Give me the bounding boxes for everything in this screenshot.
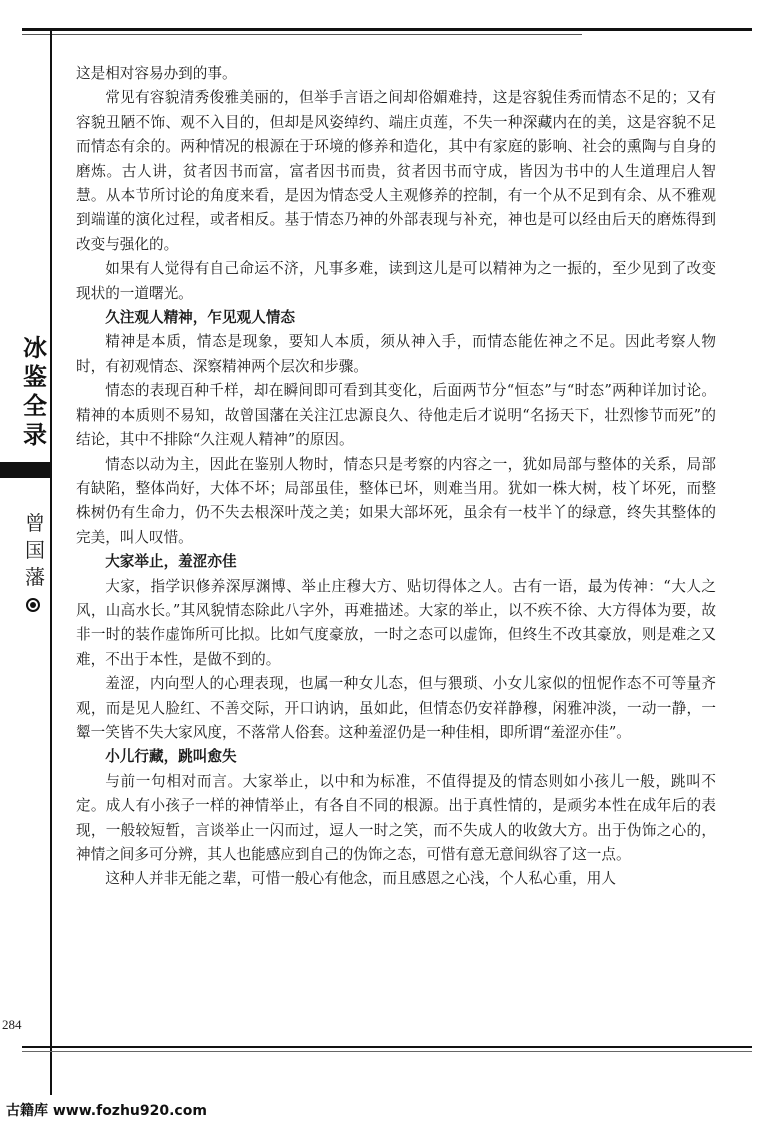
paragraph: 如果有人觉得有自己命运不济，凡事多难，读到这儿是可以精神为之一振的，至少见到了改变现状的一道曙光。: [76, 260, 716, 302]
paragraph: 情态以动为主，因此在鉴别人物时，情态只是考察的内容之一，犹如局部与整体的关系，局部有缺陷，整体尚好，大体不坏；局部虽佳，整体已坏，则难当用。犹如一株大树，枝丫坏死，而整株树仍有生命力，仍不失去根深叶茂之美；如果大部坏死，虽余有一枝半丫的绿意，终失其整体的完美，叫人叹惜。: [76, 455, 716, 546]
paragraph: 精神是本质，情态是现象，要知人本质，须从神入手，而情态能佐神之不足。因此考察人物时，有初观情态、深察精神两个层次和步骤。: [76, 333, 716, 375]
margin-rule: [50, 30, 52, 1095]
section-heading: 久注观人精神，乍见观人情态: [105, 309, 295, 327]
paragraph: 这种人并非无能之辈，可惜一般心有他念，而且感恩之心浅，个人私心重，用人: [105, 870, 616, 888]
section-heading: 小儿行藏，跳叫愈失: [105, 748, 237, 766]
book-author: 曾国藩: [25, 511, 45, 589]
bottom-rule-thin: [22, 1051, 752, 1052]
section-heading: 大家举止，羞涩亦佳: [105, 553, 237, 571]
site-watermark: 古籍库 www.fozhu920.com: [6, 1103, 207, 1119]
paragraph: 常见有容貌清秀俊雅美丽的，但举手言语之间却俗媚难持，这是容貌佳秀而情态不足的；又有容貌丑陋不饰、观不入目的，但却是风姿绰约、端庄贞莲，不失一种深藏内在的美，这是容貌不足而情态有余的。两种情况的根源在于环境的修养和造化，其中有家庭的影响、社会的熏陶与自身的磨炼。古人讲，贫者因书而富，富者因书而贵，贫者因书而守成，皆因为书中的人生道理启人智慧。从本节所讨论的角度来看，是因为情态受人主观修养的控制，有一个从不足到有余、从不雅观到端谨的演化过程，或者相反。基于情态乃神的外部表现与补充，神也是可以经由后天的磨炼得到改变与强化的。: [76, 89, 716, 253]
top-rule: [22, 28, 752, 31]
paragraph: 羞涩，内向型人的心理表现，也属一种女儿态，但与猥琐、小女儿家似的忸怩作态不可等量齐观，而是见人脸红、不善交际，开口讷讷，虽如此，但情态仍安祥静穆，闲雅冲淡，一动一静，一颦一笑皆不失大家风度，不落常人俗套。这种羞涩仍是一种佳相，即所谓“羞涩亦佳”。: [76, 675, 716, 741]
page-body: [76, 62, 716, 892]
paragraph: 这是相对容易办到的事。: [76, 65, 237, 82]
paragraph: 大家，指学识修养深厚渊博、举止庄穆大方、贴切得体之人。古有一语，最为传神：“大人之风，山高水长。”其风貌情态除此八字外，再难描述。大家的举止，以不疾不徐、大方得体为要，故非一时的装作虚饰所可比拟。比如气度豪放，一时之态可以虚饰，但终生不改其豪放，则是难之又难，不出于本性，是做不到的。: [76, 577, 716, 668]
bottom-rule: [22, 1046, 752, 1048]
paragraph: 情态的表现百种千样，却在瞬间即可看到其变化，后面两节分“恒态”与“时态”两种详加讨论。精神的本质则不易知，故曾国藩在关注江忠源良久、待他走后才说明“名扬天下，壮烈惨节而死”的结论，其中不排除“久注观人精神”的原因。: [76, 382, 716, 449]
paragraph: 与前一句相对而言。大家举止，以中和为标准，不值得提及的情态则如小孩儿一般，跳叫不定。成人有小孩子一样的神情举止，有各自不同的根源。出于真性情的，是顽劣本性在成年后的表现，一般较短暂，言谈举止一闪而过，逗人一时之笑，而不失成人的收敛大方。出于伪饰之心的，神情之间多可分辨，其人也能感应到自己的伪饰之态，可惜有意无意间纵容了这一点。: [76, 772, 716, 863]
top-rule-thin: [22, 34, 582, 35]
book-title: 冰鉴全录: [23, 334, 47, 449]
circle-dot-icon: [26, 598, 40, 612]
page-number: 284: [2, 1017, 22, 1032]
side-bar: [0, 462, 50, 478]
